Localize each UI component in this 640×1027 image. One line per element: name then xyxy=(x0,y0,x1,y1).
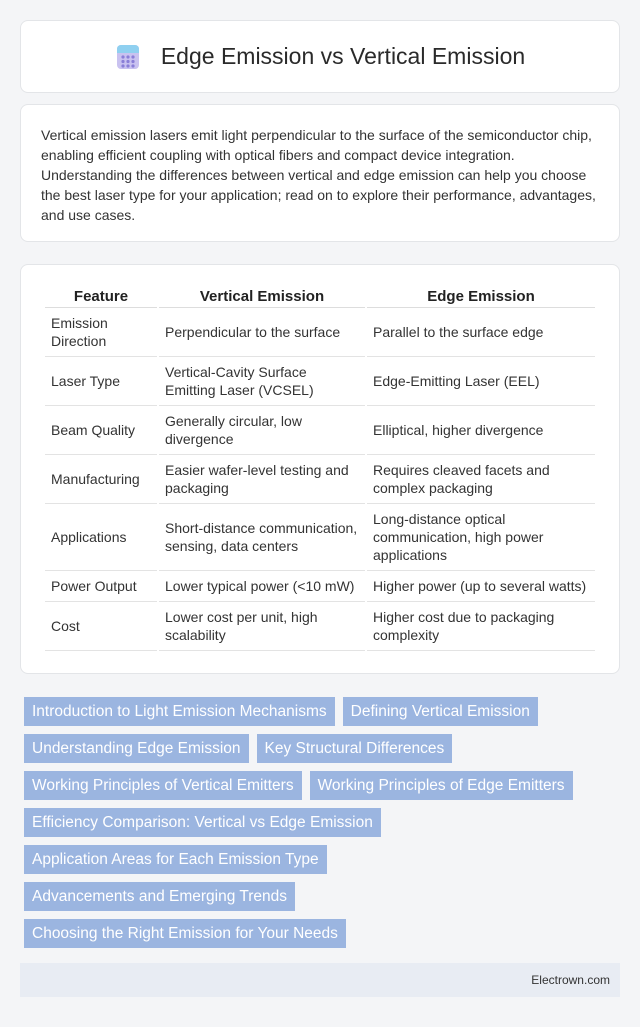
edge-cell: Elliptical, higher divergence xyxy=(367,406,595,455)
topic-row xyxy=(24,808,620,837)
table-row xyxy=(45,602,595,651)
vertical-cell: Short-distance communication, sensing, data centers xyxy=(159,504,365,571)
topic-row xyxy=(24,734,620,763)
topic-link[interactable]: Key Structural Differences xyxy=(257,734,453,763)
topic-link[interactable]: Efficiency Comparison: Vertical vs Edge Emission xyxy=(24,808,381,837)
vertical-cell: Lower typical power (<10 mW) xyxy=(159,571,365,602)
topic-row xyxy=(24,882,620,911)
calculator-grid-icon xyxy=(115,44,141,70)
feature-cell: Laser Type xyxy=(45,357,157,406)
vertical-cell: Generally circular, low divergence xyxy=(159,406,365,455)
comparison-table-card xyxy=(20,264,620,674)
table-row xyxy=(45,571,595,602)
footer xyxy=(20,963,620,997)
header-feature: Feature xyxy=(45,285,157,308)
vertical-cell: Lower cost per unit, high scalability xyxy=(159,602,365,651)
header-vertical: Vertical Emission xyxy=(159,285,365,308)
topic-row xyxy=(24,771,620,800)
topic-row xyxy=(24,697,620,726)
table-row xyxy=(45,357,595,406)
topic-link[interactable]: Working Principles of Edge Emitters xyxy=(310,771,573,800)
header-edge: Edge Emission xyxy=(367,285,595,308)
topic-link[interactable]: Working Principles of Vertical Emitters xyxy=(24,771,302,800)
table-row xyxy=(45,406,595,455)
feature-cell: Manufacturing xyxy=(45,455,157,504)
table-row xyxy=(45,308,595,357)
table-header-row xyxy=(45,285,595,308)
topic-link[interactable]: Introduction to Light Emission Mechanisms xyxy=(24,697,335,726)
topic-link[interactable]: Application Areas for Each Emission Type xyxy=(24,845,327,874)
edge-cell: Edge-Emitting Laser (EEL) xyxy=(367,357,595,406)
edge-cell: Requires cleaved facets and complex packaging xyxy=(367,455,595,504)
vertical-cell: Vertical-Cavity Surface Emitting Laser (VCSEL) xyxy=(159,357,365,406)
comparison-table xyxy=(43,285,597,651)
topic-link[interactable]: Choosing the Right Emission for Your Needs xyxy=(24,919,346,948)
table-row xyxy=(45,455,595,504)
edge-cell: Higher power (up to several watts) xyxy=(367,571,595,602)
topic-link[interactable]: Advancements and Emerging Trends xyxy=(24,882,295,911)
edge-cell: Parallel to the surface edge xyxy=(367,308,595,357)
intro-text: Vertical emission lasers emit light perpendicular to the surface of the semiconductor chip, enabling efficient coupling with optical fibers and compact device integration. Understanding the differences between vertical and edge emission can help you choose the best laser type for your application; read on to explore their performance, advantages, and use cases. xyxy=(41,127,596,223)
topic-link[interactable]: Defining Vertical Emission xyxy=(343,697,538,726)
feature-cell: Beam Quality xyxy=(45,406,157,455)
topic-links xyxy=(20,697,620,956)
footer-site-name[interactable]: Electrown.com xyxy=(531,973,610,987)
feature-cell: Emission Direction xyxy=(45,308,157,357)
topic-row xyxy=(24,919,620,948)
table-row xyxy=(45,504,595,571)
vertical-cell: Easier wafer-level testing and packaging xyxy=(159,455,365,504)
title-card xyxy=(20,20,620,93)
vertical-cell: Perpendicular to the surface xyxy=(159,308,365,357)
edge-cell: Higher cost due to packaging complexity xyxy=(367,602,595,651)
feature-cell: Power Output xyxy=(45,571,157,602)
topic-link[interactable]: Understanding Edge Emission xyxy=(24,734,249,763)
intro-card xyxy=(20,104,620,242)
feature-cell: Cost xyxy=(45,602,157,651)
topic-row xyxy=(24,845,620,874)
feature-cell: Applications xyxy=(45,504,157,571)
page-title: Edge Emission vs Vertical Emission xyxy=(160,43,526,69)
edge-cell: Long-distance optical communication, high power applications xyxy=(367,504,595,571)
